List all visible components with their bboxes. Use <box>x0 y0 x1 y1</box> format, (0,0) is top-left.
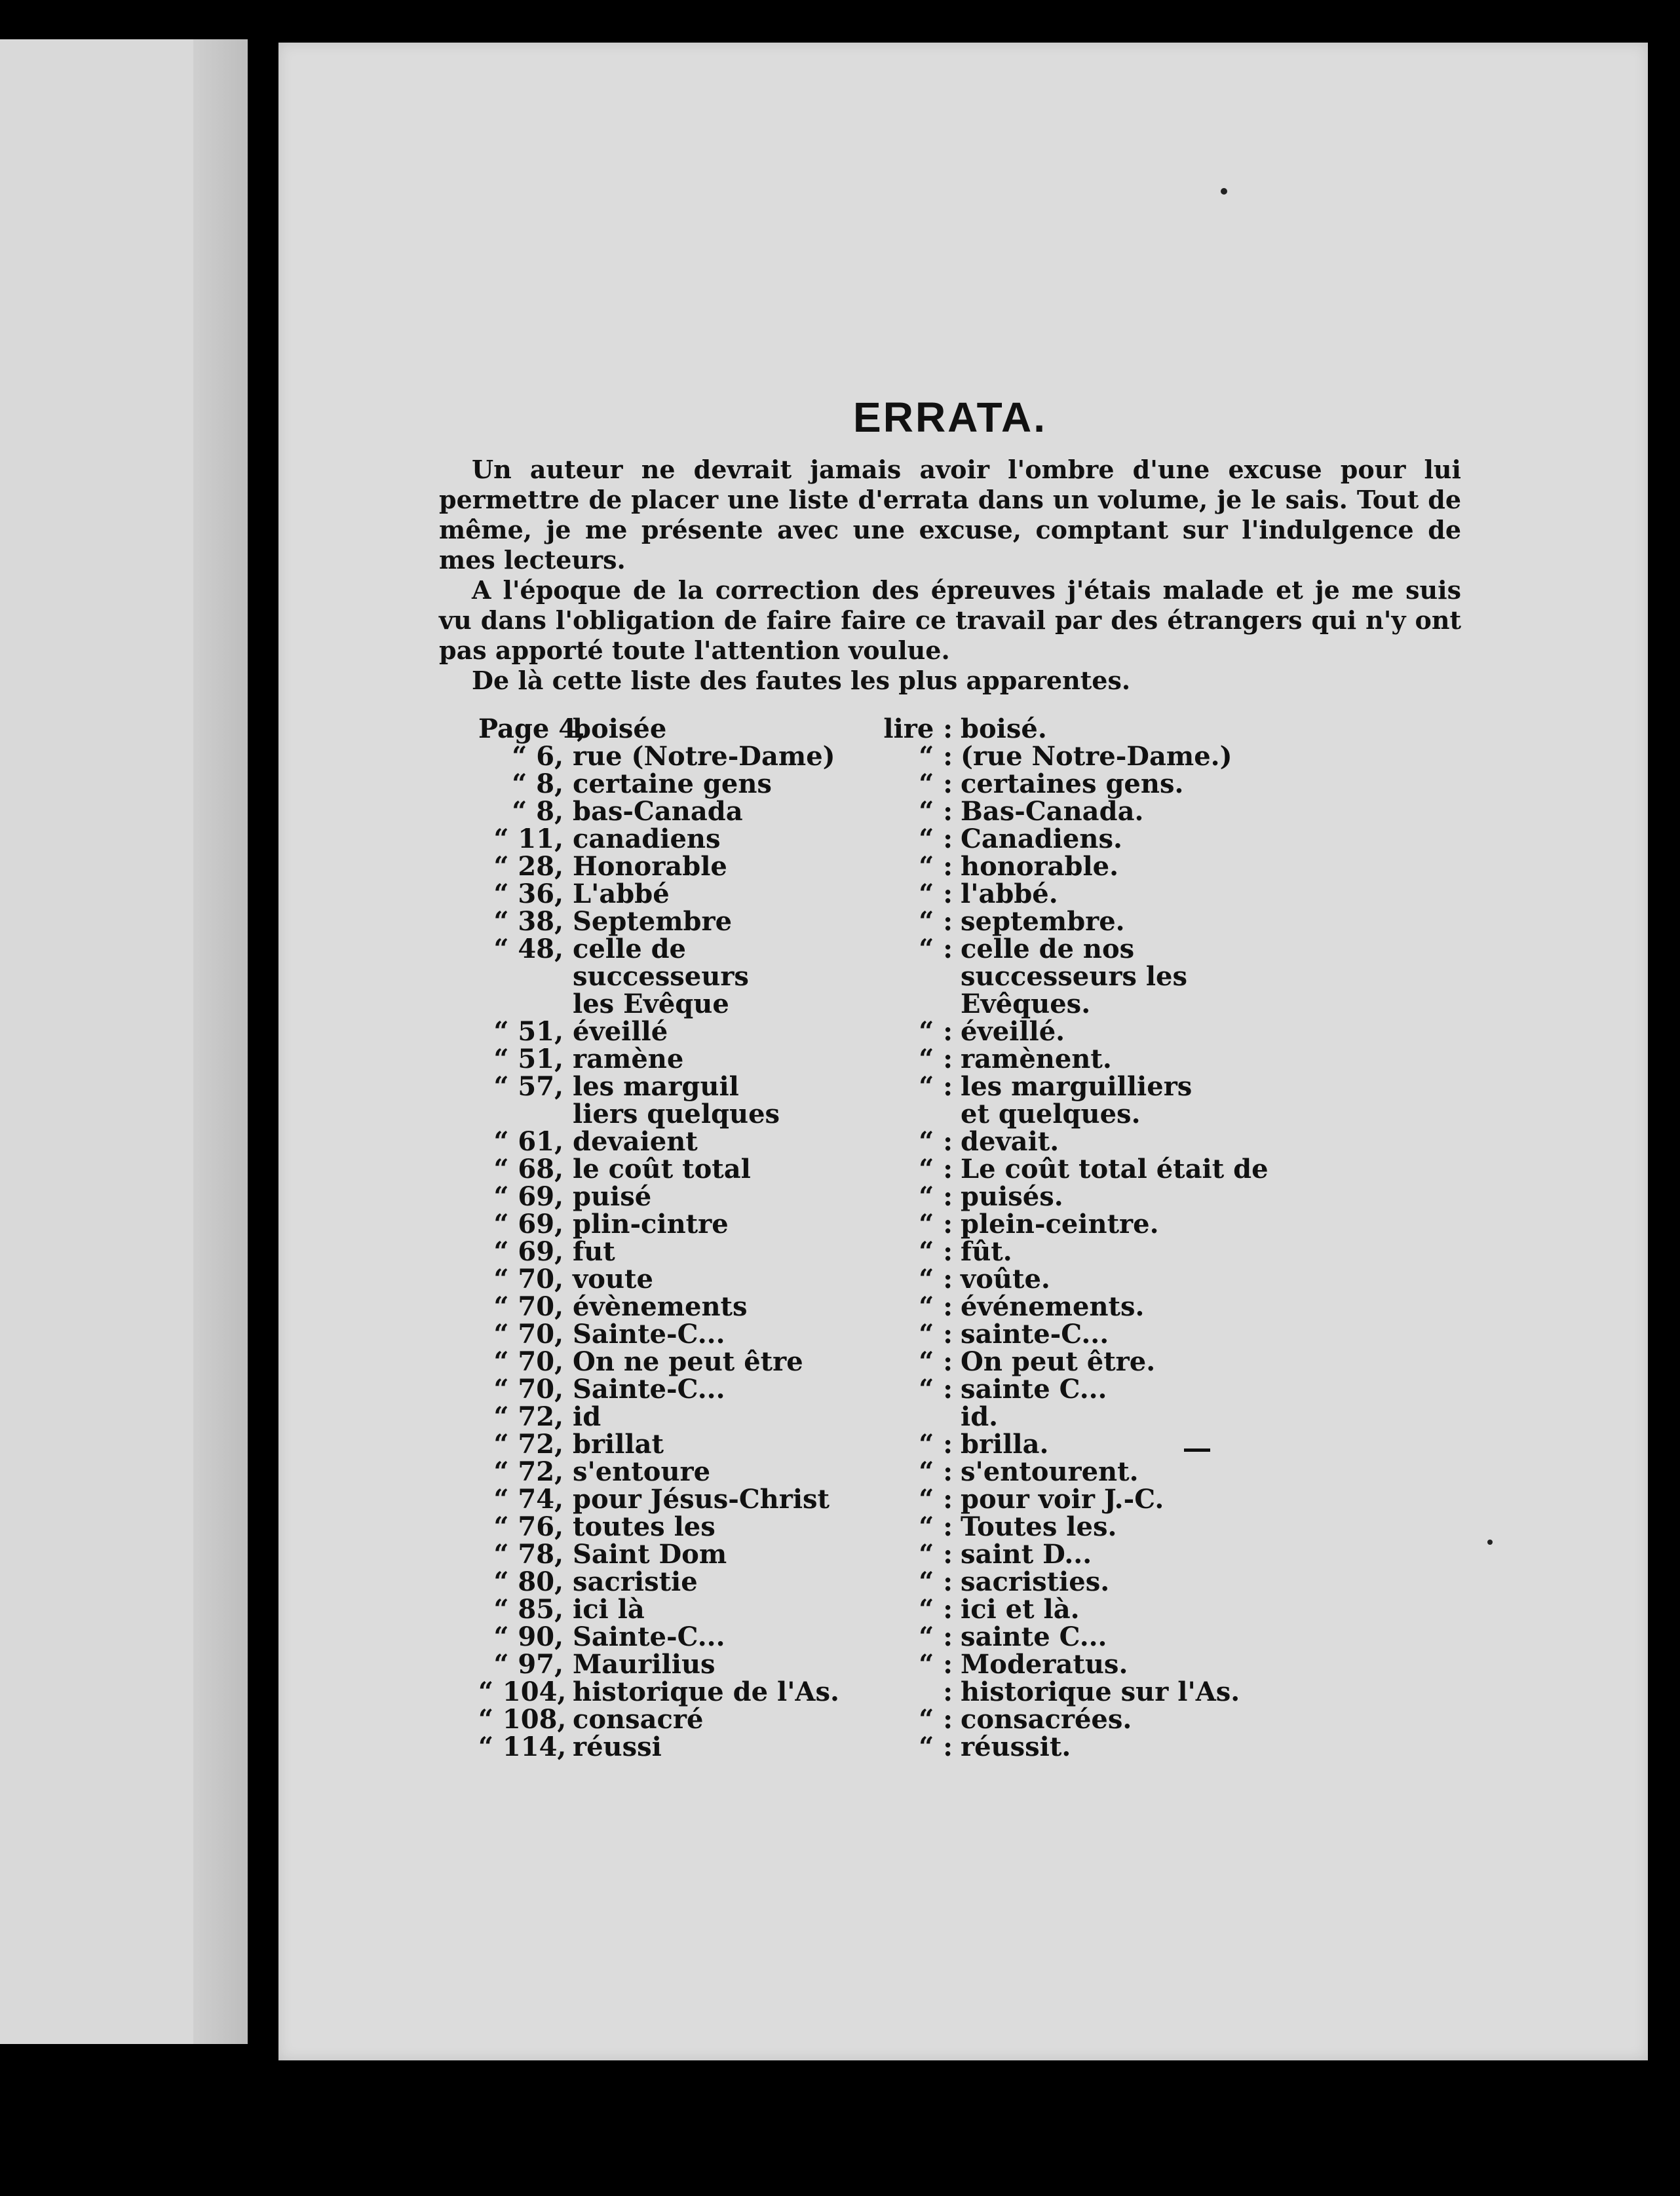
errata-correct-text: Le coût total était de <box>961 1154 1269 1184</box>
errata-row <box>478 1623 1461 1651</box>
errata-read-marker: “ : <box>919 824 953 854</box>
errata-row <box>478 1651 1461 1678</box>
errata-wrong-text: ici là <box>573 1594 645 1625</box>
errata-wrong-text: historique de l'As. <box>573 1676 839 1707</box>
intro-paragraph: Un auteur ne devrait jamais avoir l'ombre d'une excuse pour lui permettre de placer une liste d'errata dans un volume, je le sais. Tout de même, je me présente avec une excuse, comptant sur l'indulgence de mes lecteurs. <box>439 455 1461 575</box>
errata-correct-text: voûte. <box>961 1264 1050 1295</box>
errata-read-marker: “ : <box>919 1209 953 1240</box>
errata-read-marker: “ : <box>919 1236 953 1267</box>
errata-page-ref: “ 70, <box>493 1264 563 1295</box>
errata-page-ref: “ 80, <box>493 1566 563 1597</box>
errata-wrong-text: Sainte-C... <box>573 1374 725 1405</box>
errata-read-marker: “ : <box>919 1319 953 1350</box>
errata-read-marker: “ : <box>919 1154 953 1184</box>
errata-correct-text: ramènent. <box>961 1044 1112 1074</box>
errata-read-marker: “ : <box>919 1539 953 1570</box>
errata-correct-text: éveillé. <box>961 1016 1065 1047</box>
errata-correct-text: sacristies. <box>961 1566 1110 1597</box>
errata-wrong-text: le coût total <box>573 1154 751 1184</box>
errata-row <box>478 798 1461 825</box>
errata-row <box>478 1238 1461 1266</box>
errata-correct-text: événements. <box>961 1291 1145 1322</box>
errata-correct-text: puisés. <box>961 1181 1063 1212</box>
errata-wrong-text: Sainte-C... <box>573 1621 725 1652</box>
errata-page-ref: “ 76, <box>493 1511 563 1542</box>
errata-wrong-text: éveillé <box>573 1016 668 1047</box>
errata-page-ref: “ 48, <box>493 934 563 964</box>
errata-correct-text: septembre. <box>961 906 1125 937</box>
errata-correct-text: Toutes les. <box>961 1511 1117 1542</box>
errata-wrong-text: évènements <box>573 1291 748 1322</box>
errata-row <box>478 1018 1461 1046</box>
errata-row <box>478 1321 1461 1348</box>
errata-read-marker: “ : <box>919 1621 953 1652</box>
errata-row <box>478 715 1461 743</box>
errata-row <box>478 1266 1461 1293</box>
errata-read-marker: “ : <box>919 879 953 909</box>
errata-row <box>478 770 1461 798</box>
errata-correct-text: Canadiens. <box>961 824 1122 854</box>
errata-read-marker: “ : <box>919 1291 953 1322</box>
errata-wrong-text: plin-cintre <box>573 1209 729 1240</box>
errata-page-ref: “ 74, <box>493 1484 563 1515</box>
errata-content <box>439 393 1461 1761</box>
errata-row <box>478 1403 1461 1431</box>
errata-page-ref: “ 72, <box>493 1401 563 1432</box>
errata-page-ref: “ 51, <box>493 1044 563 1074</box>
errata-wrong-text: On ne peut être <box>573 1346 803 1377</box>
errata-correct-text: pour voir J.-C. <box>961 1484 1164 1515</box>
errata-row <box>478 1183 1461 1211</box>
errata-correct-text: devait. <box>961 1126 1060 1157</box>
errata-read-marker: lire : <box>883 713 953 744</box>
errata-read-marker: “ : <box>919 1374 953 1405</box>
errata-wrong-text: toutes les <box>573 1511 716 1542</box>
errata-row <box>478 743 1461 770</box>
errata-wrong-text: Honorable <box>573 851 727 882</box>
errata-read-marker: “ : <box>919 1264 953 1295</box>
errata-correct-text: honorable. <box>961 851 1119 882</box>
errata-wrong-text: devaient <box>573 1126 698 1157</box>
errata-read-marker: : <box>943 1676 953 1707</box>
errata-correct-text: saint D... <box>961 1539 1092 1570</box>
errata-wrong-text: Sainte-C... <box>573 1319 725 1350</box>
errata-read-marker: “ : <box>919 1429 953 1460</box>
errata-correct-text: Moderatus. <box>961 1649 1128 1680</box>
errata-read-marker: “ : <box>919 741 953 772</box>
errata-correct-text: Bas-Canada. <box>961 796 1144 827</box>
errata-row <box>478 1678 1461 1706</box>
errata-wrong-text: L'abbé <box>573 879 670 909</box>
errata-row <box>478 1431 1461 1458</box>
errata-page-ref: Page 4, <box>478 713 586 744</box>
errata-row <box>478 1128 1461 1156</box>
errata-wrong-text: fut <box>573 1236 615 1267</box>
errata-row <box>478 1706 1461 1733</box>
errata-wrong-text: id <box>573 1401 601 1432</box>
errata-page-ref: “ 70, <box>493 1346 563 1377</box>
errata-row <box>478 1211 1461 1238</box>
errata-read-marker: “ : <box>919 1704 953 1735</box>
errata-page-ref: “ 57, <box>493 1071 563 1102</box>
errata-page-ref: “ 70, <box>493 1291 563 1322</box>
errata-page-ref: “ 70, <box>493 1319 563 1350</box>
page-title: ERRATA. <box>853 394 1047 441</box>
errata-list <box>478 715 1461 1761</box>
errata-correct-text: ici et là. <box>961 1594 1080 1625</box>
errata-correct-text: brilla. <box>961 1429 1049 1460</box>
errata-wrong-text: sacristie <box>573 1566 698 1597</box>
errata-wrong-text: Maurilius <box>573 1649 716 1680</box>
errata-correct-text: (rue Notre-Dame.) <box>961 741 1232 772</box>
errata-wrong-text: réussi <box>573 1732 662 1762</box>
errata-row <box>478 825 1461 853</box>
ink-speck <box>1221 188 1227 195</box>
errata-read-marker: “ : <box>919 1511 953 1542</box>
errata-page-ref: “ 38, <box>493 906 563 937</box>
errata-read-marker: “ : <box>919 1346 953 1377</box>
errata-wrong-text: brillat <box>573 1429 664 1460</box>
errata-wrong-text: rue (Notre-Dame) <box>573 741 835 772</box>
errata-row <box>478 1513 1461 1541</box>
errata-wrong-text: voute <box>573 1264 653 1295</box>
errata-correct-text: boisé. <box>961 713 1047 744</box>
errata-read-marker: “ : <box>919 906 953 937</box>
errata-page-ref: “ 104, <box>478 1676 567 1707</box>
errata-correct-text: consacrées. <box>961 1704 1132 1735</box>
errata-page-ref: “ 90, <box>493 1621 563 1652</box>
errata-page-ref: “ 51, <box>493 1016 563 1047</box>
errata-wrong-text: canadiens <box>573 824 721 854</box>
errata-page-ref: “ 8, <box>512 796 563 827</box>
errata-wrong-text: ramène <box>573 1044 684 1074</box>
errata-row <box>478 1376 1461 1403</box>
errata-page-ref: “ 8, <box>512 768 563 799</box>
errata-row <box>478 1541 1461 1568</box>
errata-row <box>478 1733 1461 1761</box>
errata-page-ref: “ 85, <box>493 1594 563 1625</box>
errata-row <box>478 853 1461 880</box>
errata-page-ref: “ 36, <box>493 879 563 909</box>
errata-row <box>478 1568 1461 1596</box>
errata-row <box>478 936 1461 1018</box>
errata-page-ref: “ 69, <box>493 1209 563 1240</box>
errata-read-marker: “ : <box>919 1071 953 1102</box>
errata-wrong-text: bas-Canada <box>573 796 743 827</box>
errata-wrong-text: puisé <box>573 1181 652 1212</box>
errata-wrong-text: celle de successeurs les Evêque <box>573 934 749 1019</box>
errata-row <box>478 1486 1461 1513</box>
errata-correct-text: fût. <box>961 1236 1012 1267</box>
errata-correct-text: s'entourent. <box>961 1456 1139 1487</box>
errata-read-marker: “ : <box>919 1456 953 1487</box>
errata-correct-text: réussit. <box>961 1732 1071 1762</box>
errata-correct-text: id. <box>961 1401 999 1432</box>
errata-wrong-text: pour Jésus-Christ <box>573 1484 830 1515</box>
errata-page-ref: “ 108, <box>478 1704 567 1735</box>
errata-row <box>478 1293 1461 1321</box>
errata-read-marker: “ : <box>919 1181 953 1212</box>
errata-page-ref: “ 70, <box>493 1374 563 1405</box>
errata-row <box>478 1046 1461 1073</box>
errata-read-marker: “ : <box>919 1649 953 1680</box>
errata-row <box>478 880 1461 908</box>
errata-wrong-text: Saint Dom <box>573 1539 727 1570</box>
errata-read-marker: “ : <box>919 1566 953 1597</box>
errata-correct-text: sainte C... <box>961 1374 1107 1405</box>
errata-row <box>478 1156 1461 1183</box>
errata-correct-text: plein-ceintre. <box>961 1209 1159 1240</box>
errata-read-marker: “ : <box>919 1594 953 1625</box>
errata-page-ref: “ 97, <box>493 1649 563 1680</box>
errata-page-ref: “ 69, <box>493 1236 563 1267</box>
errata-page-ref: “ 61, <box>493 1126 563 1157</box>
errata-correct-text: historique sur l'As. <box>961 1676 1240 1707</box>
errata-correct-text: l'abbé. <box>961 879 1058 909</box>
errata-wrong-text: Septembre <box>573 906 733 937</box>
errata-page-ref: “ 69, <box>493 1181 563 1212</box>
errata-row <box>478 908 1461 936</box>
errata-page-ref: “ 78, <box>493 1539 563 1570</box>
errata-read-marker: “ : <box>919 934 953 964</box>
errata-read-marker: “ : <box>919 1484 953 1515</box>
errata-wrong-text: boisée <box>573 713 667 744</box>
errata-row <box>478 1596 1461 1623</box>
errata-wrong-text: s'entoure <box>573 1456 711 1487</box>
errata-read-marker: “ : <box>919 1044 953 1074</box>
errata-correct-text: sainte C... <box>961 1621 1107 1652</box>
errata-correct-text: On peut être. <box>961 1346 1156 1377</box>
errata-read-marker: “ : <box>919 1016 953 1047</box>
errata-correct-text: certaines gens. <box>961 768 1184 799</box>
errata-row <box>478 1458 1461 1486</box>
errata-page-ref: “ 114, <box>478 1732 567 1762</box>
errata-row <box>478 1348 1461 1376</box>
errata-wrong-text: certaine gens <box>573 768 772 799</box>
errata-page-ref: “ 72, <box>493 1456 563 1487</box>
errata-row <box>478 1073 1461 1128</box>
facing-page-shadow <box>193 39 248 2044</box>
errata-read-marker: “ : <box>919 768 953 799</box>
errata-correct-text: celle de nos successeurs les Evêques. <box>961 934 1188 1019</box>
errata-read-marker: “ : <box>919 1732 953 1762</box>
errata-page-ref: “ 6, <box>512 741 563 772</box>
intro-paragraph: A l'époque de la correction des épreuves j'étais malade et je me suis vu dans l'obligation de faire faire ce travail par des étrangers qui n'y ont pas apporté toute l'attention voulue. <box>439 575 1461 665</box>
errata-page-ref: “ 68, <box>493 1154 563 1184</box>
errata-wrong-text: les marguil liers quelques <box>573 1071 780 1129</box>
errata-correct-text: les marguilliers et quelques. <box>961 1071 1193 1129</box>
errata-read-marker: “ : <box>919 1126 953 1157</box>
intro-paragraph: De là cette liste des fautes les plus apparentes. <box>472 666 1131 695</box>
errata-page-ref: “ 11, <box>493 824 563 854</box>
errata-page-ref: “ 28, <box>493 851 563 882</box>
errata-correct-text: sainte-C... <box>961 1319 1109 1350</box>
errata-read-marker: “ : <box>919 796 953 827</box>
ink-speck <box>1487 1540 1493 1545</box>
errata-page-ref: “ 72, <box>493 1429 563 1460</box>
errata-wrong-text: consacré <box>573 1704 704 1735</box>
errata-read-marker: “ : <box>919 851 953 882</box>
